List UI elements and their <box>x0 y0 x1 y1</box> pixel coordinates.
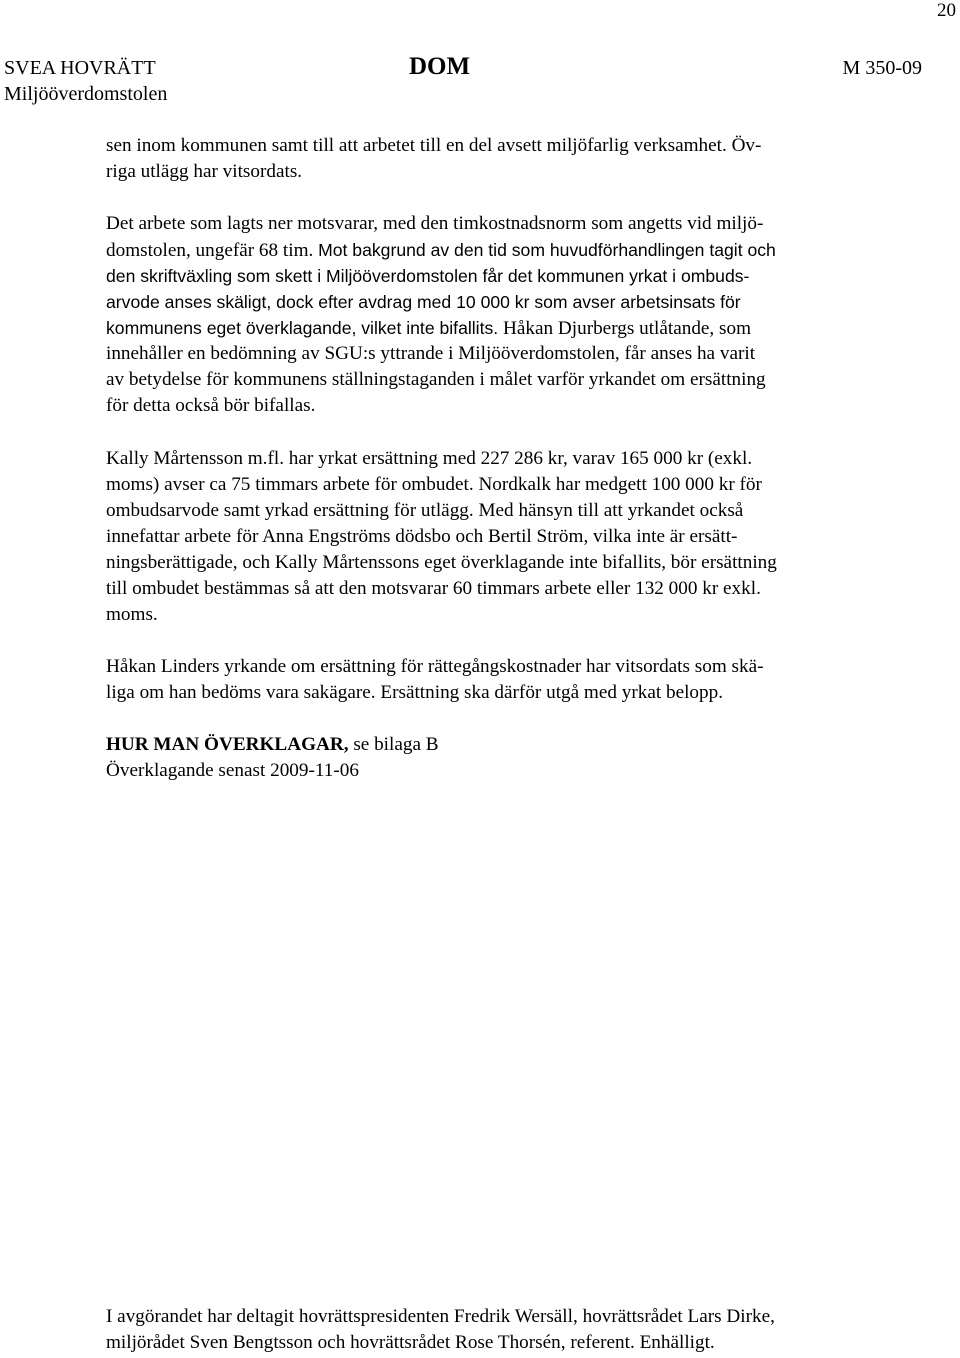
court-name: SVEA HOVRÄTT <box>4 57 156 79</box>
appeal-section <box>106 732 439 758</box>
body-line: Håkan Linders yrkande om ersättning för rättegångskostnader har vitsordats som skä- <box>106 656 764 677</box>
body-text-sans: Mot bakgrund av den tid som huvudförhandlingen tagit och <box>318 240 776 260</box>
body-line: Det arbete som lagts ner motsvarar, med den timkostnadsnorm som angetts vid miljö- <box>106 213 764 234</box>
body-line: moms) avser ca 75 timmars arbete för ombudet. Nordkalk har medgett 100 000 kr för <box>106 474 762 495</box>
case-number: M 350-09 <box>842 57 922 79</box>
body-line: innefattar arbete för Anna Engströms dödsbo och Bertil Ström, vilka inte är ersätt- <box>106 526 738 547</box>
footer-line: I avgörandet har deltagit hovrättspresidenten Fredrik Wersäll, hovrättsrådet Lars Dirke, <box>106 1306 775 1327</box>
appeal-deadline: Överklagande senast 2009-11-06 <box>106 760 359 781</box>
body-line: för detta också bör bifallas. <box>106 395 316 416</box>
appeal-heading: HUR MAN ÖVERKLAGAR, <box>106 734 349 755</box>
body-line: moms. <box>106 604 158 625</box>
body-line: av betydelse för kommunens ställningstaganden i målet varför yrkandet om ersättning <box>106 369 766 390</box>
body-line: ningsberättigade, och Kally Mårtenssons eget överklagande inte bifallits, bör ersättning <box>106 552 777 573</box>
body-line: den skriftväxling som skett i Miljööverdomstolen får det kommunen yrkat i ombuds- <box>106 266 750 286</box>
body-line: innehåller en bedömning av SGU:s yttrande i Miljööverdomstolen, får anses ha varit <box>106 343 756 364</box>
body-text: domstolen, ungefär 68 tim. <box>106 240 319 261</box>
page-number: 20 <box>937 0 956 21</box>
body-line: liga om han bedöms vara sakägare. Ersättning ska därför utgå med yrkat belopp. <box>106 682 723 703</box>
department-name: Miljööverdomstolen <box>4 83 168 105</box>
body-line: till ombudet bestämmas så att den motsvarar 60 timmars arbete eller 132 000 kr exkl. <box>106 578 761 599</box>
body-line: Kally Mårtensson m.fl. har yrkat ersättning med 227 286 kr, varav 165 000 kr (exkl. <box>106 448 753 469</box>
body-line: ombudsarvode samt yrkad ersättning för utlägg. Med hänsyn till att yrkandet också <box>106 500 744 521</box>
appeal-reference: se bilaga B <box>348 734 439 755</box>
body-line: riga utlägg har vitsordats. <box>106 161 303 182</box>
body-line <box>106 237 776 264</box>
body-text-sans: kommunens eget överklagande, vilket inte bifallits. <box>106 318 504 338</box>
body-line: arvode anses skäligt, dock efter avdrag med 10 000 kr som avser arbetsinsats för <box>106 292 741 312</box>
document-type: DOM <box>409 53 471 80</box>
body-line <box>106 315 751 342</box>
footer-line: miljörådet Sven Bengtsson och hovrättsrådet Rose Thorsén, referent. Enhälligt. <box>106 1332 715 1353</box>
body-line: sen inom kommunen samt till att arbetet till en del avsett miljöfarlig verksamhet. Öv- <box>106 135 762 156</box>
body-text: Håkan Djurbergs utlåtande, som <box>503 318 752 339</box>
